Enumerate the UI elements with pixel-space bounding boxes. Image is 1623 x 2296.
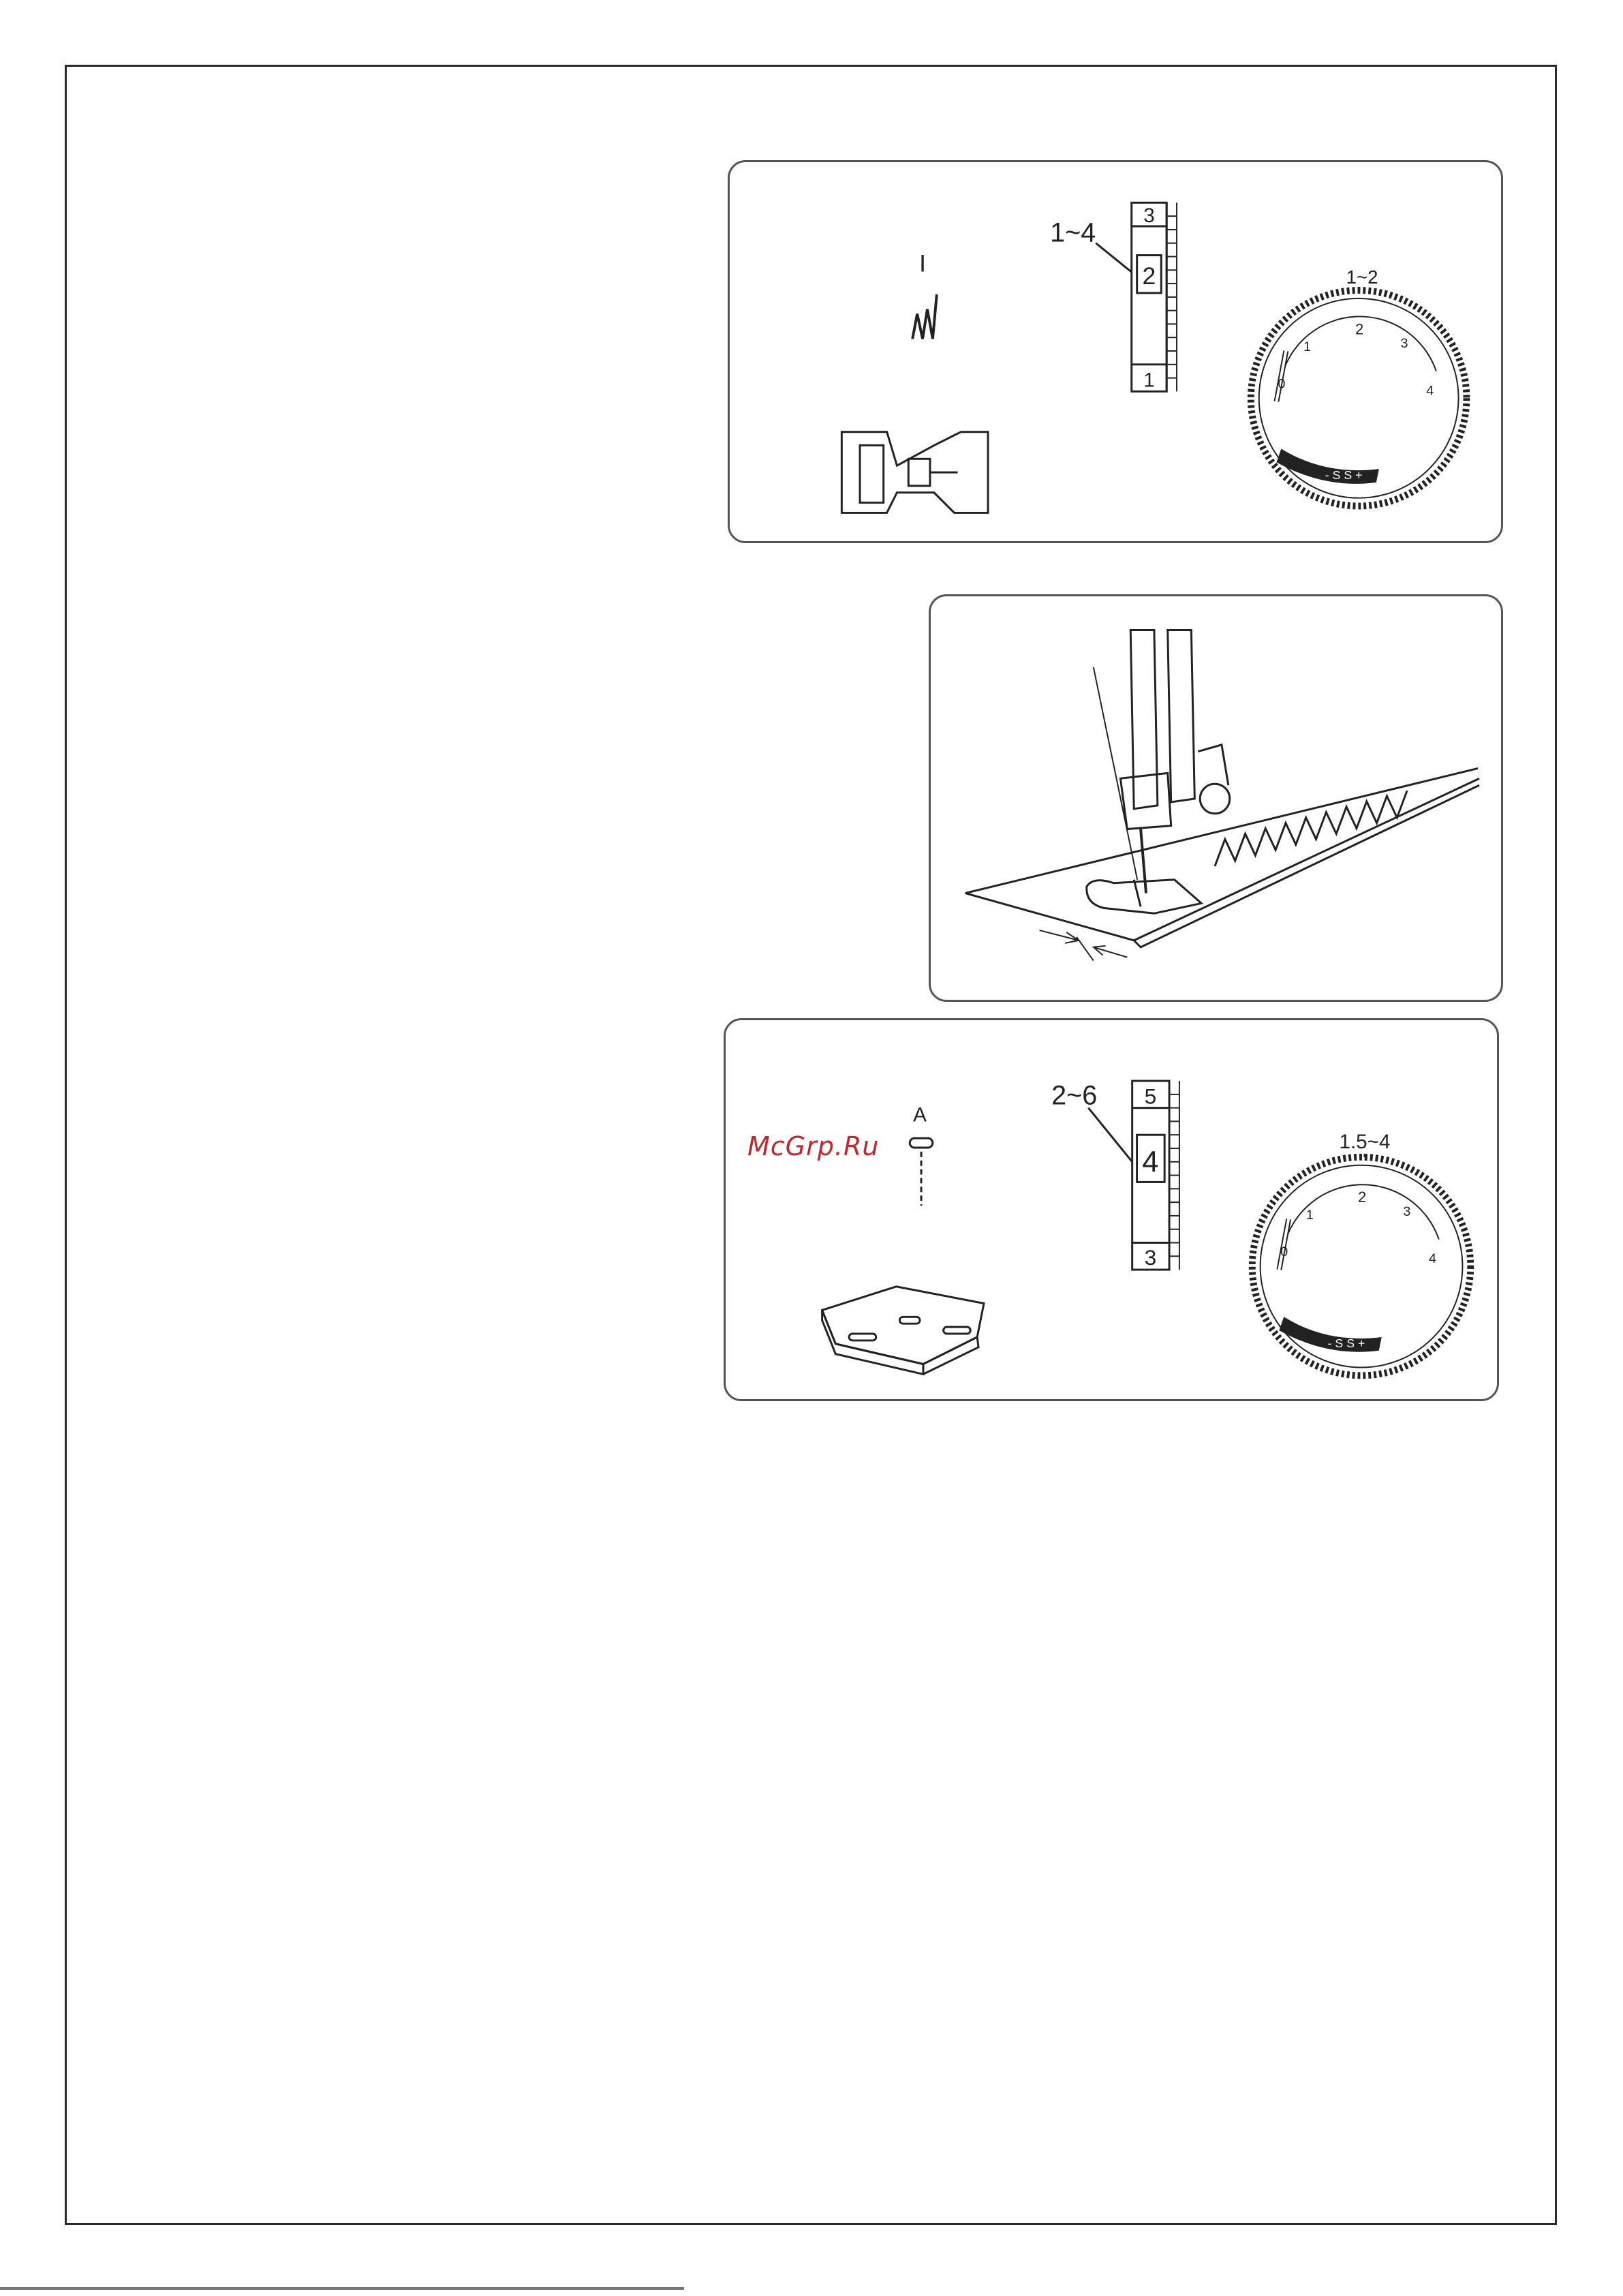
width-scale-value-selected: 4 (1142, 1146, 1159, 1179)
zigzag-settings-illustration (730, 162, 1501, 541)
dial-number-4: 4 (1426, 383, 1434, 399)
width-pointer-line (1088, 1108, 1132, 1162)
dial-number-1: 1 (1303, 339, 1312, 355)
zigzag-stitch-icon (912, 294, 937, 339)
dial-number-2: 2 (1355, 320, 1364, 338)
width-scale-value-top: 5 (1144, 1084, 1157, 1109)
straight-stitch-settings-illustration (726, 1020, 1497, 1399)
footer-rule (0, 2287, 684, 2290)
dial-number-3: 3 (1403, 1204, 1411, 1219)
width-scale-value-top: 3 (1143, 204, 1155, 228)
quilting-foot-icon (822, 1287, 984, 1375)
stitch-symbol-label: I (919, 249, 927, 277)
dial-number-1: 1 (1305, 1207, 1314, 1223)
zigzag-settings-panel (728, 160, 1503, 543)
width-range-label: 1~4 (1050, 217, 1096, 248)
edge-zigzag-sewing-illustration (931, 596, 1501, 1000)
dial-number-4: 4 (1428, 1251, 1436, 1267)
dial-stretch-band: - S S + (1325, 468, 1363, 482)
length-range-label: 1~2 (1346, 266, 1378, 288)
width-scale-value-bottom: 1 (1143, 369, 1155, 392)
straight-stitch-icon (910, 1138, 933, 1206)
width-pointer-line (1096, 243, 1131, 273)
length-range-label: 1.5~4 (1339, 1130, 1391, 1153)
stitch-symbol-label: A (913, 1103, 927, 1127)
dial-number-0: 0 (1278, 376, 1286, 392)
width-scale-value-bottom: 3 (1144, 1245, 1157, 1270)
width-range-label: 2~6 (1051, 1080, 1098, 1111)
watermark: McGrp.Ru (747, 1131, 880, 1161)
dial-number-0: 0 (1280, 1244, 1288, 1260)
width-scale-icon (1132, 202, 1177, 391)
zigzag-presser-foot-icon (841, 432, 988, 513)
dial-number-3: 3 (1400, 336, 1408, 352)
dial-stretch-band: - S S + (1327, 1336, 1365, 1350)
width-scale-value-selected: 2 (1142, 262, 1156, 290)
straight-stitch-settings-panel (724, 1018, 1499, 1401)
dial-number-2: 2 (1358, 1189, 1367, 1206)
sewing-illustration-panel (929, 594, 1503, 1002)
